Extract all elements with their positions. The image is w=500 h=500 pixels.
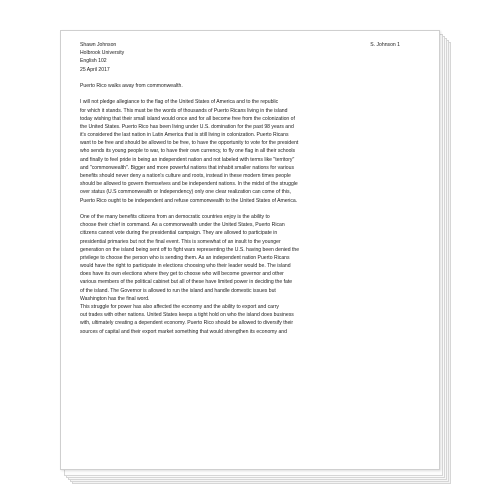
paragraph-line: and "commonwealth". Bigger and more powerful nations that inhabit smaller nations for various — [80, 164, 294, 171]
course: English 102 — [80, 58, 107, 65]
spacer — [80, 90, 400, 98]
essay-content — [80, 41, 400, 336]
header-row — [80, 41, 400, 49]
paragraph-line: should be allowed to govern themselves and be independent nations. In the midst of the struggle — [80, 181, 298, 188]
paragraph-line: Washington has the final word. — [80, 295, 150, 302]
paragraph-line: presidential primaries but not the final event. This is somewhat of an insult to the younger — [80, 238, 281, 245]
paragraph-line: want to be free and should be allowed to be free, to have the opportunity to vote for the president — [80, 140, 299, 147]
date: 25 April 2017 — [80, 66, 110, 73]
author-name: Shawn Johnson — [80, 42, 117, 48]
paragraph — [80, 213, 400, 336]
paragraph-line: generation on the island being sent off to fight wars representing the U.S. having been denied the — [80, 246, 300, 253]
paragraph-line: This struggle for power has also affected the economy and the ability to export and carry — [80, 304, 279, 310]
paragraph-line: over status (U.S commonwealth or Independency) only one clear realization can come of this, — [80, 189, 291, 196]
paragraph-line: benefits should never deny a nation's culture and roots, instead in these modern times people — [80, 173, 291, 179]
spacer — [80, 74, 400, 82]
essay-body — [80, 98, 400, 335]
paragraph-line: who sends its young people to war, to have their own currency, to fly one flag in all their schools — [80, 148, 296, 155]
paragraph-line: One of the many benefits citizens from an democratic countries enjoy is the ability to — [80, 213, 270, 220]
paragraph-line: the United States. Puerto Rico has been living under U.S. domination for the past 98 years and — [80, 123, 294, 130]
paragraph — [80, 98, 400, 204]
paragraph-line: citizens cannot vote during the presidential campaign. They are allowed to participate in — [80, 230, 278, 237]
institution: Holbrook University — [80, 50, 125, 57]
paragraph-line: it's considered the last nation in Latin America that is still living in colonization. Puerto Ricans — [80, 132, 289, 139]
paragraph-line: choose their chief in command. As a commonwealth under the United States, Puerto Rican — [80, 222, 285, 229]
paragraph-line: with, ultimately creating a dependent economy. Puerto Rico should be allowed to diversify their — [80, 320, 294, 327]
paragraph-line: privilege to choose the person who is sending them. As an independent nation Puerto Ricans — [80, 254, 290, 261]
paragraph-line: of the island. The Governor is allowed to run the island and handle domestic issues but — [80, 287, 276, 294]
paragraph-line: sources of capital and their export market something that would strengthen its economy and — [80, 328, 287, 335]
paragraph-line: for which it stands. This must be the words of thousands of Puerto Ricans living in the island — [80, 107, 288, 114]
essay-title: Puerto Rico walks away from commonwealth. — [80, 82, 183, 89]
paragraph-line: today wishing that their small island would once and for all become free from the colonization of — [80, 115, 295, 122]
spacer — [80, 205, 400, 213]
paragraph-line: I will not pledge allegiance to the flag of the United States of America and to the republic — [80, 99, 279, 106]
page-label: S. Johnson 1 — [370, 42, 400, 48]
paragraph-line: various members of the political cabinet but all of these have limited power in deciding the fate — [80, 279, 293, 286]
paragraph-line: does have its own elections where they get to choose who will become governor and other — [80, 271, 284, 278]
paragraph-line: and finally to feel pride in being an independent nation and not labeled with terms like "territory" — [80, 156, 295, 163]
paragraph-line: out trades with other nations. United States keeps a tight hold on who the island does business — [80, 312, 294, 319]
paragraph-line: Puerto Rico ought to be independent and refuse commonwealth to the United States of America. — [80, 197, 298, 204]
paragraph-line: would have the right to participate in elections choosing who their leader would be. The island — [80, 263, 291, 270]
